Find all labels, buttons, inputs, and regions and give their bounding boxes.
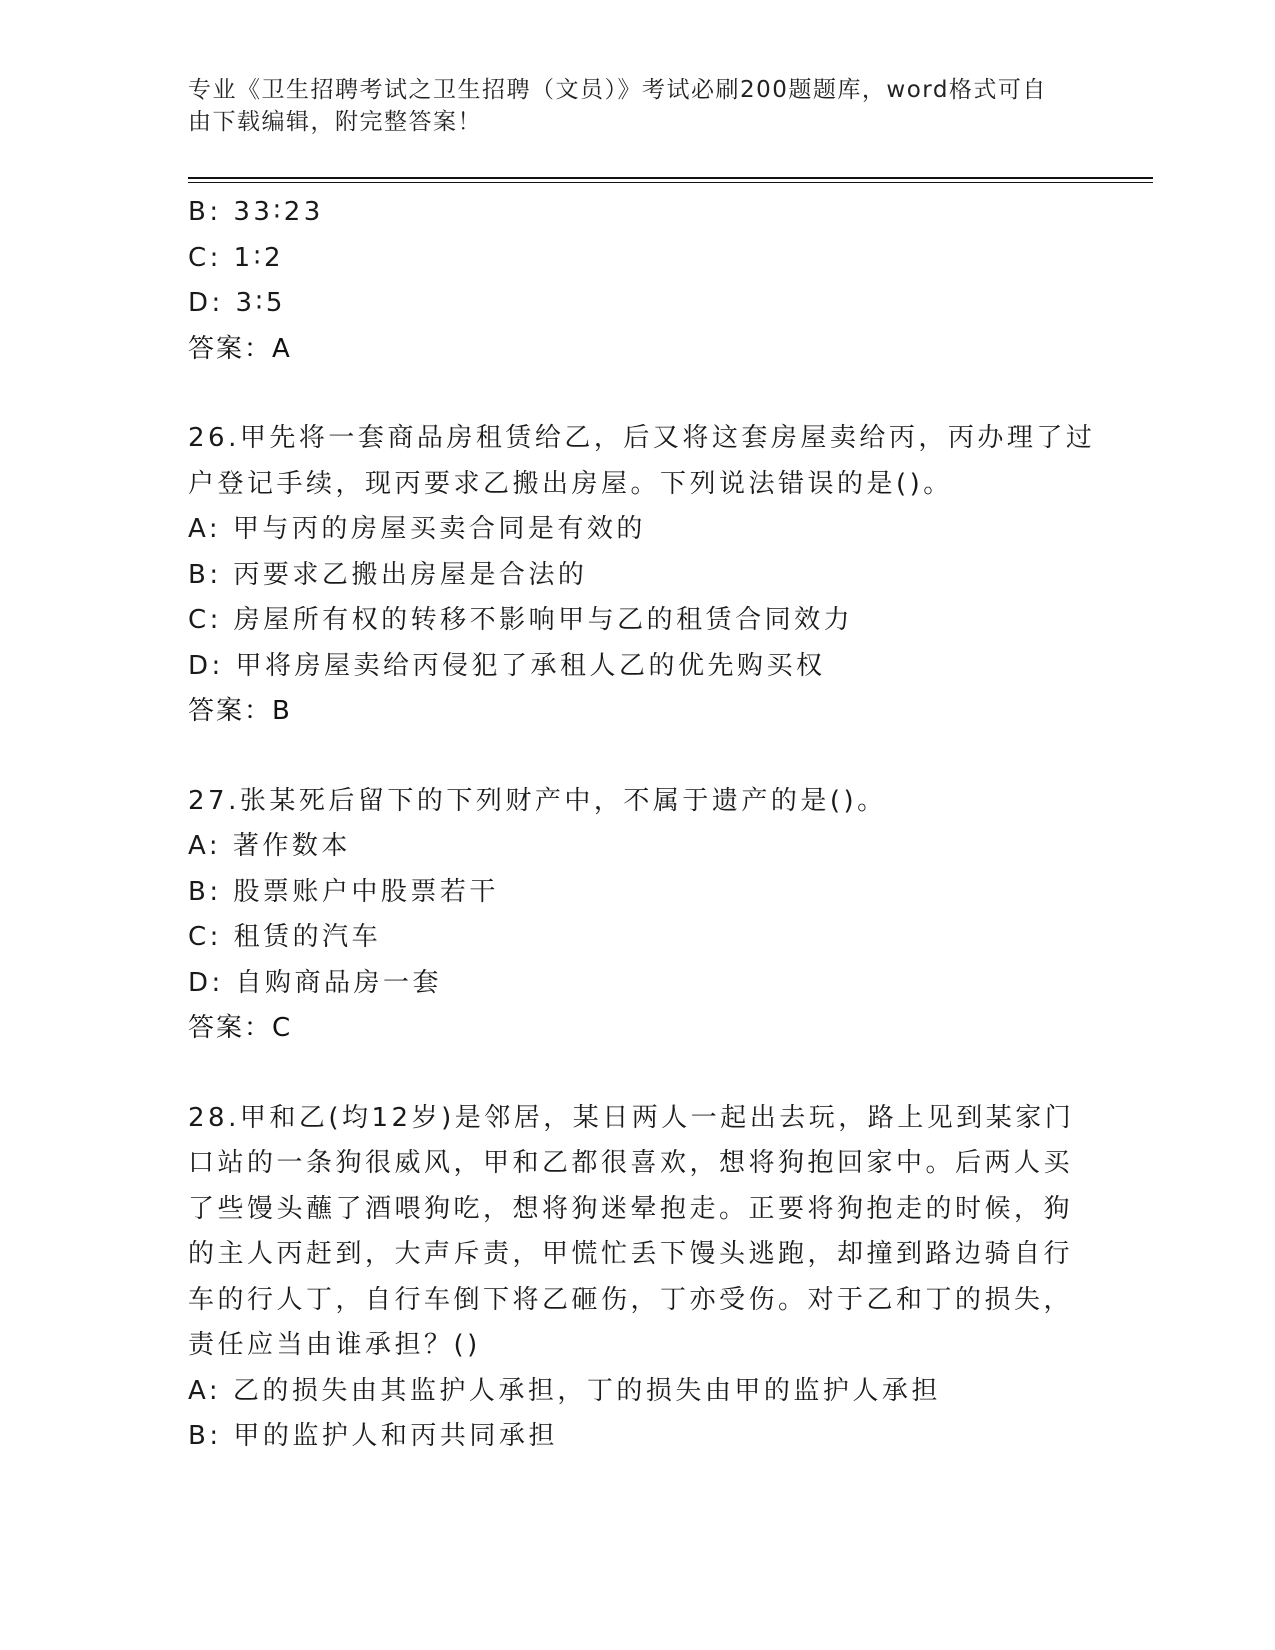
answer-label: 答案：B [188, 696, 292, 726]
spacer [188, 735, 1088, 779]
question-stem: 户登记手续，现丙要求乙搬出房屋。下列说法错误的是()。 [188, 468, 953, 499]
question-stem: 责任应当由谁承担？() [188, 1330, 481, 1360]
question-28-block [188, 1096, 1088, 1460]
option-b: B: 丙要求乙搬出房屋是合法的 [188, 559, 588, 590]
question-content [188, 190, 1096, 1460]
option-b: B: 甲的监护人和丙共同承担 [188, 1421, 558, 1451]
option-c: C: 房屋所有权的转移不影响甲与乙的租赁合同效力 [188, 605, 854, 635]
option-d: D: 3∶5 [188, 288, 286, 318]
option-a: A: 著作数本 [188, 831, 351, 861]
question-stem: 口站的一条狗很威风，甲和乙都很喜欢，想将狗抱回家中。后两人买 [188, 1148, 1074, 1178]
document-header: 专业《卫生招聘考试之卫生招聘（文员）》考试必刷200题题库，word格式可自由下载编辑，附完整答案！ [188, 77, 1047, 135]
question-stem: 的主人丙赶到，大声斥责，甲慌忙丢下馒头逃跑，却撞到路边骑自行 [188, 1239, 1074, 1269]
previous-question-block [188, 190, 1088, 372]
question-stem: 26.甲先将一套商品房租赁给乙，后又将这套房屋卖给丙，丙办理了过 [188, 423, 1096, 453]
option-c: C: 1∶2 [188, 242, 285, 273]
question-stem: 车的行人丁，自行车倒下将乙砸伤，丁亦受伤。对于乙和丁的损失， [188, 1284, 1074, 1315]
answer-label: 答案：C [188, 1013, 293, 1043]
option-d: D: 甲将房屋卖给丙侵犯了承租人乙的优先购买权 [188, 650, 826, 681]
question-stem: 了些馒头蘸了酒喂狗吃，想将狗迷晕抱走。正要将狗抱走的时候，狗 [188, 1193, 1074, 1224]
option-c: C: 租赁的汽车 [188, 922, 382, 952]
answer-label: 答案：A [188, 333, 292, 364]
header-rule-thick [188, 177, 1153, 179]
option-d: D: 自购商品房一套 [188, 967, 443, 998]
option-a: A: 乙的损失由其监护人承担，丁的损失由甲的监护人承担 [188, 1375, 941, 1406]
header-rule-thin [188, 182, 1153, 183]
question-26-block [188, 416, 1096, 735]
option-a: A: 甲与丙的房屋买卖合同是有效的 [188, 514, 646, 544]
option-b: B: 股票账户中股票若干 [188, 876, 499, 907]
spacer [188, 1052, 1088, 1096]
spacer [188, 372, 1088, 416]
question-27-block [188, 779, 1088, 1052]
option-b: B: 33∶23 [188, 197, 324, 227]
question-stem: 28.甲和乙(均12岁)是邻居，某日两人一起出去玩，路上见到某家门 [188, 1102, 1075, 1133]
question-stem: 27.张某死后留下的下列财产中，不属于遗产的是()。 [188, 785, 887, 816]
